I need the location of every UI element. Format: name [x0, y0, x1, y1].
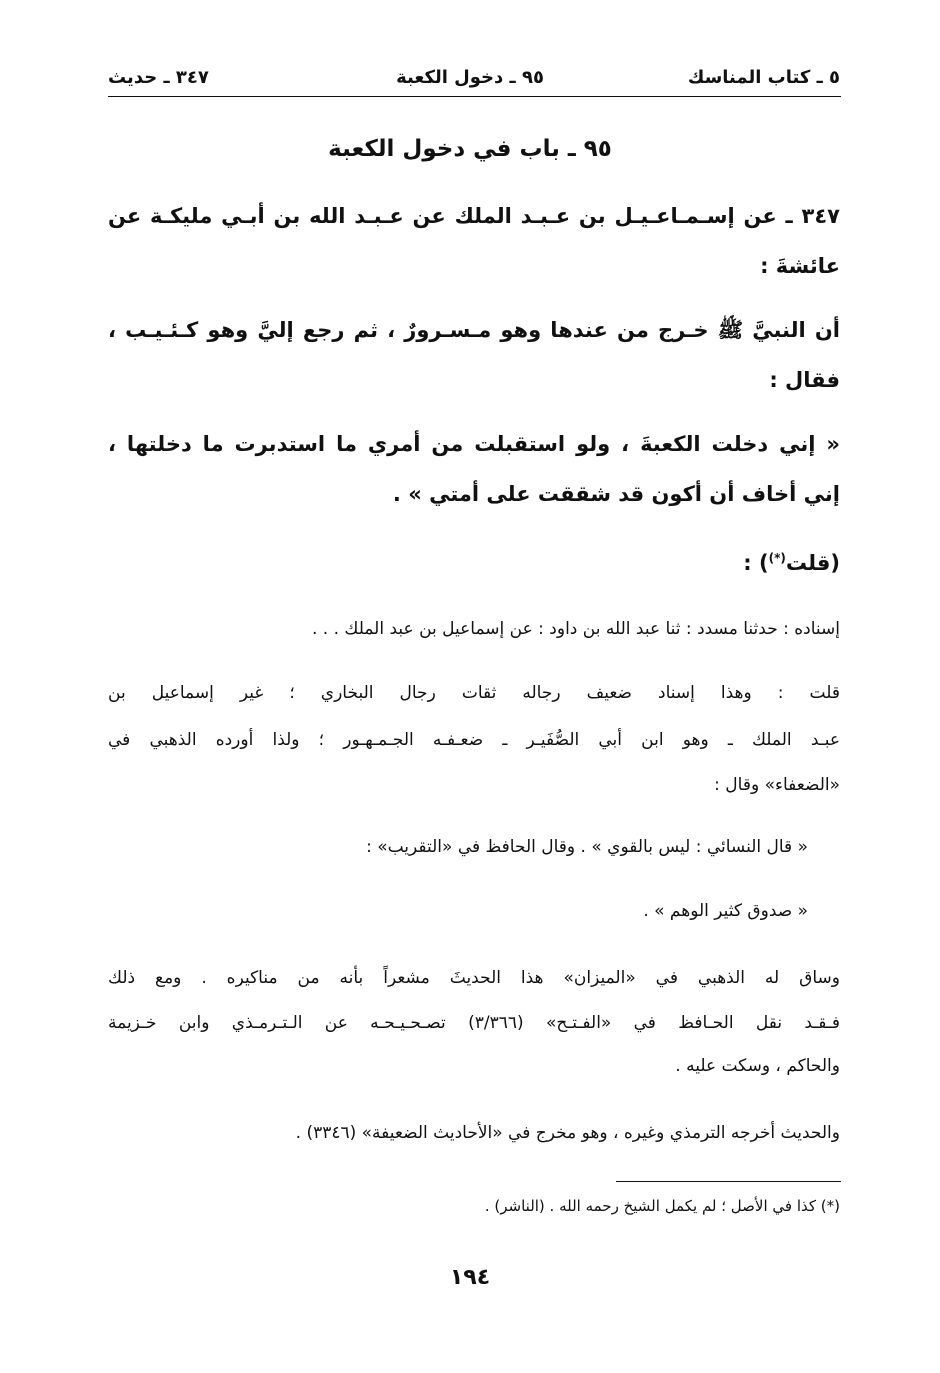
hadith-chain-line: ٣٤٧ ـ عن إسـمـاعـيـل بن عـبـد الملك عن عـبـد الله بن أبـي مليكـة عن	[108, 204, 840, 228]
qultu-label: (قلت	[785, 551, 840, 575]
commentary-line: «الضعفاء» وقال :	[714, 775, 840, 795]
hadith-chain-line: عائشةَ :	[760, 254, 840, 278]
footnote-marker: (*)	[768, 551, 786, 565]
hadith-intro-line: فقال :	[769, 368, 840, 392]
isnad-line: إسناده : حدثنا مسدد : ثنا عبد الله بن داود : عن إسماعيل بن عبد الملك . . .	[311, 619, 840, 639]
hadith-text-line: « إني دخلت الكعبةَ ، ولو استقبلت من أمري ما استدبرت ما دخلتها ،	[108, 432, 840, 456]
hadith-text-line: إني أخاف أن أكون قد شققت على أمتي » .	[392, 482, 840, 506]
page-number: ١٩٤	[449, 1265, 491, 1290]
header-book-title: ٥ ـ كتاب المناسك	[687, 67, 840, 88]
quote-line: « صدوق كثير الوهم » .	[643, 901, 808, 921]
hadith-intro-line: أن النبيَّ ﷺ خـرج من عندها وهو مـسـرورٌ ، ثم رجع إليَّ وهو كـئـيـب ،	[108, 318, 840, 342]
commentary-line: قلت : وهذا إسناد ضعيف رجاله ثقات رجال البخاري ؛ غير إسماعيل بن	[108, 683, 840, 703]
footnote: (*) كذا في الأصل ؛ لم يكمل الشيخ رحمه الله . (الناشر) .	[484, 1197, 840, 1215]
header-rule	[108, 96, 841, 97]
commentary-line: وساق له الذهبي في «الميزان» هذا الحديثَ مشعراً بأنه من مناكيره . ومع ذلك	[108, 968, 840, 988]
qultu-end: ) :	[743, 551, 769, 575]
qultu-line	[108, 543, 840, 578]
commentary-line: والحاكم ، وسكت عليه .	[675, 1056, 840, 1076]
quote-line: « قال النسائي : ليس بالقوي » . وقال الحافظ في «التقريب» :	[366, 837, 808, 857]
commentary-line: عبـد الملك ـ وهو ابن أبي الصُّفَيـر ـ ضعـفـه الجـمـهـور ؛ ولذا أورده الذهبي في	[108, 730, 840, 750]
commentary-line: فـقـد نقل الحـافظ في «الفـتـح» (٣/٣٦٦) تصـحـيـحـه عن الـتـرمـذي وابن خـزيمة	[108, 1013, 840, 1033]
header-hadith-number: ٣٤٧ ـ حديث	[108, 67, 209, 88]
footnote-rule	[616, 1181, 841, 1182]
commentary-line: والحديث أخرجه الترمذي وغيره ، وهو مخرج في «الأحاديث الضعيفة» (٣٣٤٦) .	[295, 1123, 840, 1143]
chapter-title: ٩٥ ـ باب في دخول الكعبة	[328, 136, 612, 162]
header-chapter-title: ٩٥ ـ دخول الكعبة	[396, 67, 544, 88]
